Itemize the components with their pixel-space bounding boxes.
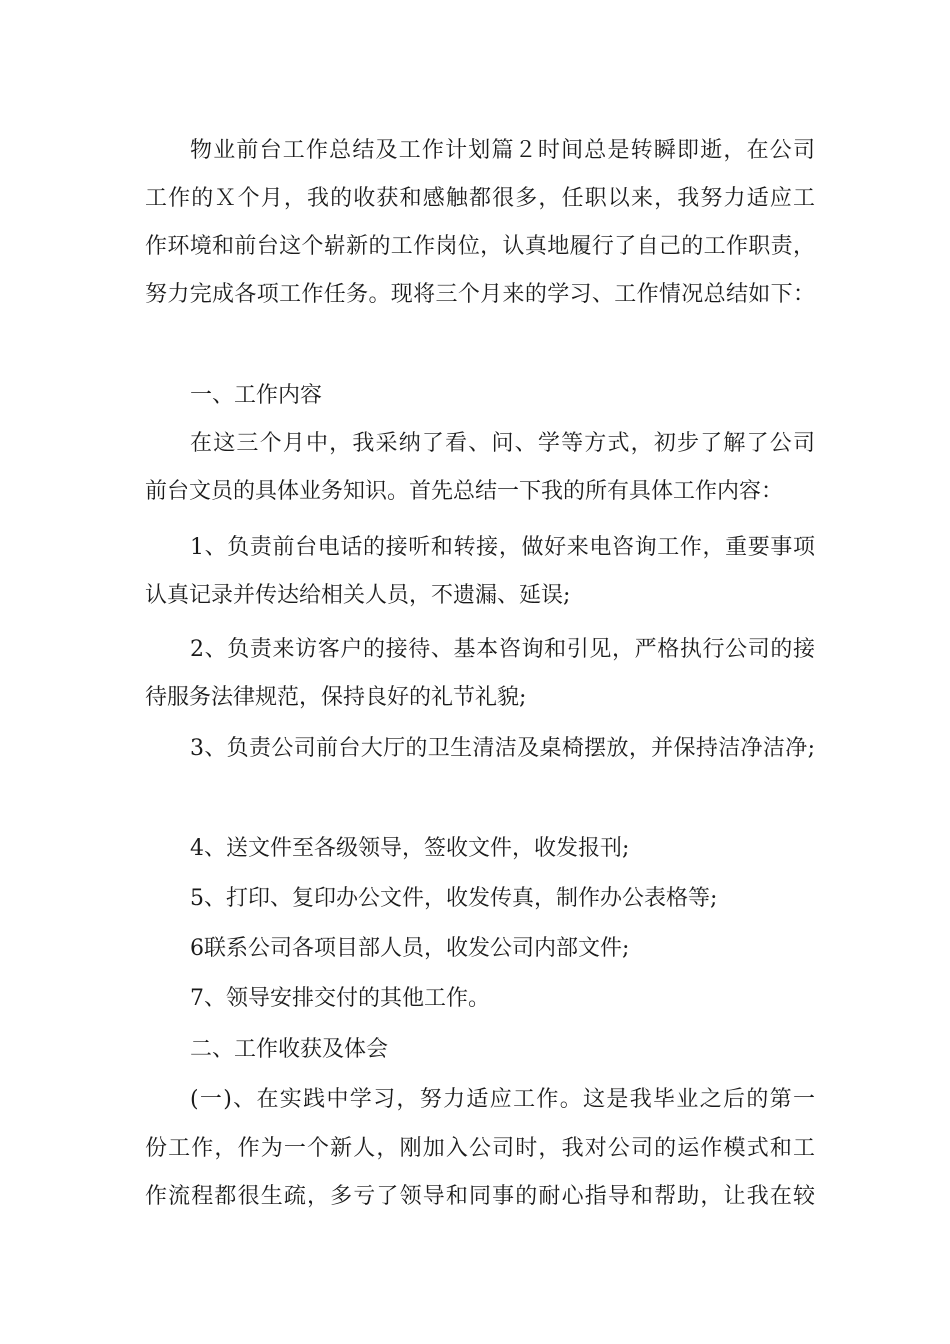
- list-item-2-line-2: 待服务法律规范，保持良好的礼节礼貌;: [145, 685, 527, 710]
- section1-intro-line-2: 前台文员的具体业务知识。首先总结一下我的所有具体工作内容：: [145, 479, 784, 504]
- list-item-2-line-1: 2、负责来访客户的接待、基本咨询和引见，严格执行公司的接: [190, 637, 815, 662]
- intro-line-1: 物业前台工作总结及工作计划篇２时间总是转瞬即逝，在公司: [190, 138, 815, 163]
- section-heading-work-content: 一、工作内容: [190, 383, 323, 408]
- section1-intro-line-1: 在这三个月中，我采纳了看、问、学等方式，初步了解了公司: [190, 431, 815, 456]
- section-heading-gains: 二、工作收获及体会: [190, 1037, 389, 1062]
- list-item-7: 7、领导安排交付的其他工作。: [190, 986, 490, 1011]
- list-item-4: 4、送文件至各级领导，签收文件，收发报刊;: [190, 836, 630, 861]
- list-item-1-line-2: 认真记录并传达给相关人员，不遗漏、延误;: [145, 583, 571, 608]
- intro-line-3: 作环境和前台这个崭新的工作岗位，认真地履行了自己的工作职责，: [145, 234, 815, 259]
- list-item-6: 6联系公司各项目部人员，收发公司内部文件;: [190, 936, 630, 961]
- list-item-3: 3、负责公司前台大厅的卫生清洁及桌椅摆放，并保持洁净洁净;: [190, 736, 815, 761]
- list-item-5: 5、打印、复印办公文件，收发传真，制作办公表格等;: [190, 886, 718, 911]
- intro-line-2: 工作的Ｘ个月，我的收获和感触都很多，任职以来，我努力适应工: [145, 186, 815, 211]
- section2-line-2: 份工作，作为一个新人，刚加入公司时，我对公司的运作模式和工: [145, 1136, 815, 1161]
- list-item-1-line-1: 1、负责前台电话的接听和转接，做好来电咨询工作，重要事项: [190, 535, 815, 560]
- intro-line-4: 努力完成各项工作任务。现将三个月来的学习、工作情况总结如下：: [145, 282, 815, 307]
- section2-line-1: (一)、在实践中学习，努力适应工作。这是我毕业之后的第一: [190, 1087, 815, 1112]
- section2-line-3: 作流程都很生疏，多亏了领导和同事的耐心指导和帮助，让我在较: [145, 1184, 815, 1209]
